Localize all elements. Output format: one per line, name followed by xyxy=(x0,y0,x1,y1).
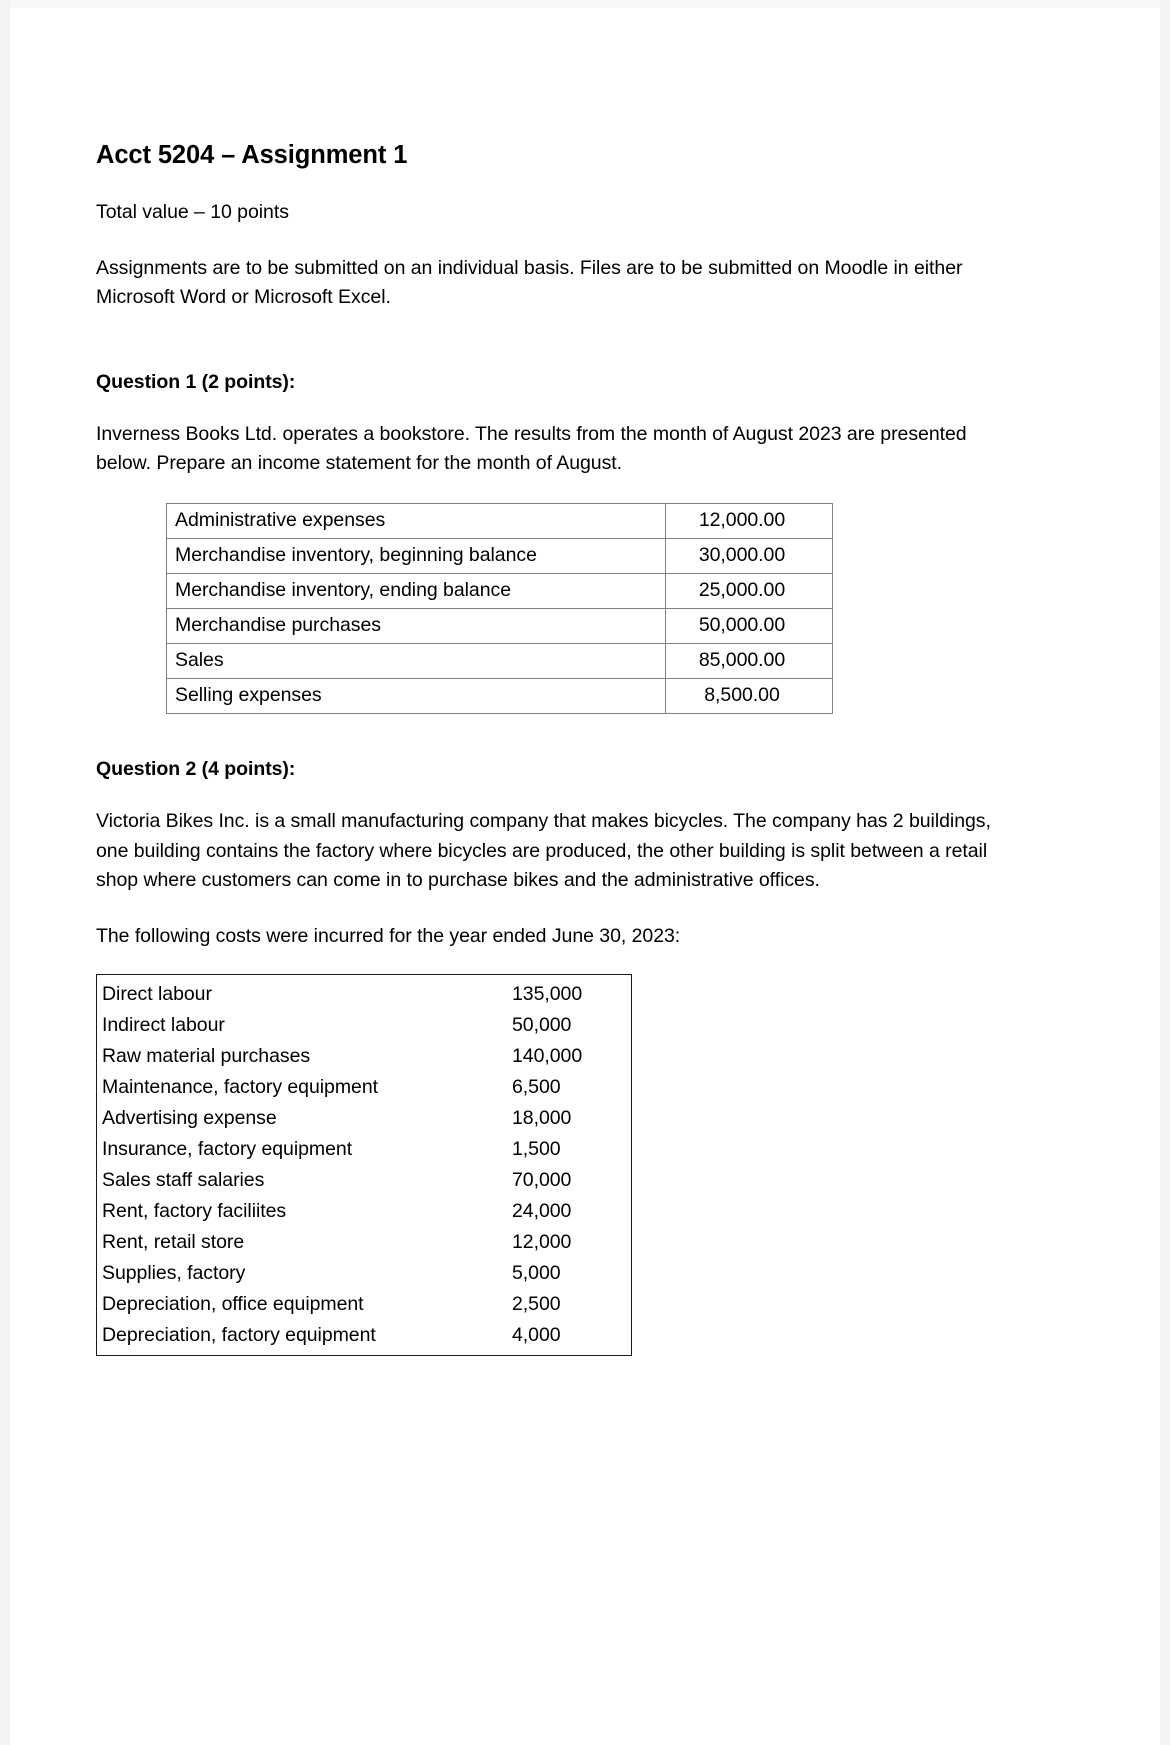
table-row xyxy=(97,1289,638,1320)
table-row xyxy=(97,1103,638,1134)
page-right-edge xyxy=(1160,0,1170,1745)
table-cell-value: 18,000 xyxy=(512,1106,572,1129)
table-cell-label: Advertising expense xyxy=(102,1106,277,1129)
table-cell-label: Depreciation, factory equipment xyxy=(102,1323,376,1346)
table-cell-value: 12,000 xyxy=(512,1230,572,1253)
table-cell-label: Insurance, factory equipment xyxy=(102,1137,353,1160)
table-cell-label: Merchandise inventory, beginning balance xyxy=(167,539,666,574)
question-1-table xyxy=(166,503,833,714)
table-cell-value: 8,500.00 xyxy=(666,679,833,714)
table-cell-label: Merchandise inventory, ending balance xyxy=(167,574,666,609)
question-1-table-wrapper xyxy=(166,503,784,714)
question-2-heading: Question 2 (4 points): xyxy=(96,758,296,780)
table-cell-label: Administrative expenses xyxy=(167,504,666,539)
table-cell-label: Raw material purchases xyxy=(102,1044,311,1067)
question-1-table-body xyxy=(167,504,833,714)
question-1-prompt: Inverness Books Ltd. operates a bookstore. The results from the month of August 2023 are presented below. Prepare an income statement for the month of August. xyxy=(96,422,967,475)
table-cell-value: 50,000.00 xyxy=(666,609,833,644)
table-cell-value: 5,000 xyxy=(512,1261,561,1284)
question-1-heading: Question 1 (2 points): xyxy=(96,370,296,393)
table-row xyxy=(167,504,833,539)
table-cell-label: Maintenance, factory equipment xyxy=(102,1075,378,1098)
table-cell-value: 30,000.00 xyxy=(666,539,833,574)
spacer xyxy=(96,896,1012,922)
table-cell-value: 6,500 xyxy=(512,1075,561,1098)
spacer xyxy=(96,228,1012,254)
table-cell-label: Indirect labour xyxy=(102,1013,225,1036)
submission-note: Assignments are to be submitted on an individual basis. Files are to be submitted on Moodle in either Microsoft Word or Microsoft Excel. xyxy=(96,256,963,309)
table-row xyxy=(97,1258,638,1289)
table-cell-label: Sales xyxy=(167,644,666,679)
table-cell-label: Rent, factory faciliites xyxy=(102,1199,287,1222)
table-row xyxy=(97,1072,638,1103)
spacer xyxy=(96,313,1012,371)
table-row xyxy=(97,1041,638,1072)
table-row xyxy=(97,979,638,1010)
table-row xyxy=(97,1165,638,1196)
table-cell-value: 50,000 xyxy=(512,1013,572,1036)
spacer xyxy=(96,714,1012,758)
table-cell-label: Selling expenses xyxy=(167,679,666,714)
table-cell-value: 4,000 xyxy=(512,1323,561,1346)
table-row xyxy=(97,1134,638,1165)
question-2-table-wrapper xyxy=(96,974,632,1356)
table-row xyxy=(167,644,833,679)
table-row xyxy=(97,1196,638,1227)
spacer xyxy=(96,394,1012,420)
table-cell-label: Supplies, factory xyxy=(102,1261,246,1284)
question-2-costs-intro: The following costs were incurred for the year ended June 30, 2023: xyxy=(96,924,681,947)
table-cell-label: Direct labour xyxy=(102,982,212,1005)
table-row xyxy=(97,1010,638,1041)
table-cell-value: 135,000 xyxy=(512,982,583,1005)
question-2-table xyxy=(97,979,638,1351)
page-left-edge xyxy=(0,0,10,1745)
table-row xyxy=(167,574,833,609)
table-cell-value: 12,000.00 xyxy=(666,504,833,539)
question-2-prompt: Victoria Bikes Inc. is a small manufacturing company that makes bicycles. The company has 2 buildings, one building contains the factory where bicycles are produced, the other building is split between a retail shop where customers can come in to purchase bikes and the administrative offices. xyxy=(96,810,991,892)
table-cell-value: 140,000 xyxy=(512,1044,583,1067)
spacer xyxy=(96,781,1012,807)
table-cell-label: Sales staff salaries xyxy=(102,1168,265,1191)
table-cell-value: 1,500 xyxy=(512,1137,561,1160)
document-content xyxy=(96,140,1012,1356)
table-cell-label: Depreciation, office equipment xyxy=(102,1292,364,1315)
table-row xyxy=(97,1320,638,1351)
table-cell-value: 24,000 xyxy=(512,1199,572,1222)
table-row xyxy=(167,609,833,644)
table-row xyxy=(167,679,833,714)
page-top-edge xyxy=(0,0,1170,8)
table-cell-value: 85,000.00 xyxy=(666,644,833,679)
table-cell-value: 25,000.00 xyxy=(666,574,833,609)
total-value-line: Total value – 10 points xyxy=(96,200,289,223)
table-cell-label: Rent, retail store xyxy=(102,1230,245,1253)
table-cell-value: 70,000 xyxy=(512,1168,572,1191)
question-2-table-body xyxy=(97,979,638,1351)
table-row xyxy=(97,1227,638,1258)
table-cell-label: Merchandise purchases xyxy=(167,609,666,644)
table-row xyxy=(167,539,833,574)
page-title: Acct 5204 – Assignment 1 xyxy=(96,141,408,169)
spacer xyxy=(96,172,1012,198)
table-cell-value: 2,500 xyxy=(512,1292,561,1315)
